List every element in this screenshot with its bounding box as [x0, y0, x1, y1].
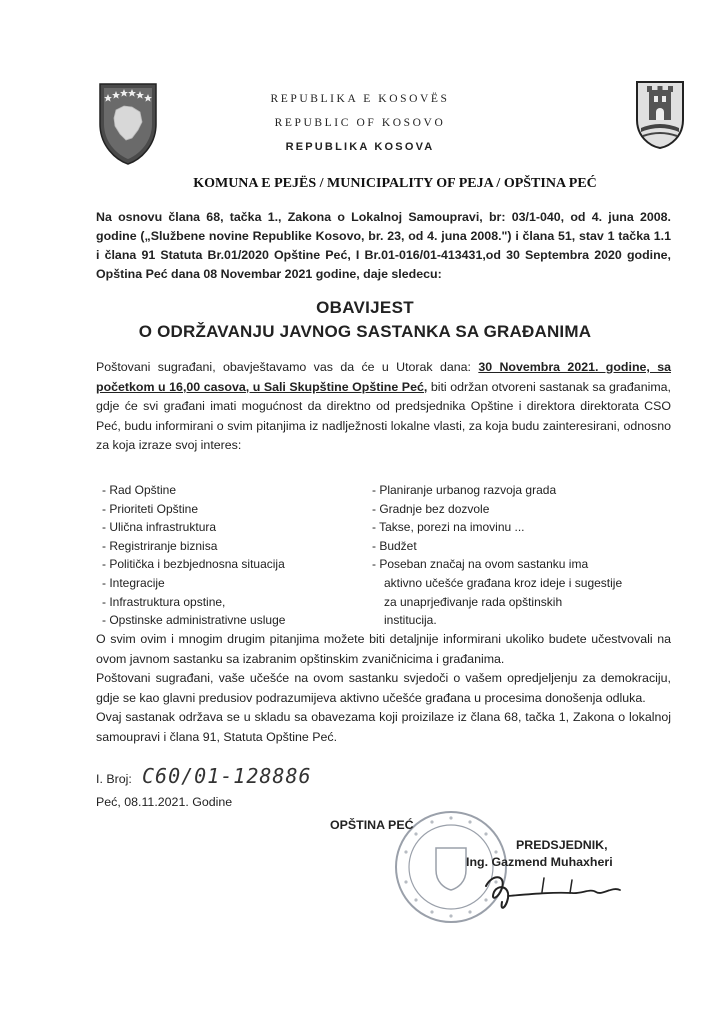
municipality-heading: KOMUNA E PEJËS / MUNICIPALITY OF PEJA / OPŠTINA PEĆ — [193, 176, 597, 191]
republic-name-english: REPUBLIC OF KOSOVO — [274, 117, 446, 129]
closing-paragraphs — [96, 630, 671, 747]
legal-basis-paragraph: Na osnovu člana 68, tačka 1., Zakona o Lokalnoj Samoupravi, br: 03/1-040, od 4. juna 2008. godine („Službene novine Republike Kosovo, br. 23, od 4. juna 2008.") i člana 51, stav 1 tačka 1.1 i člana 91 Statuta Br.01/2020 Opštine Peć, I Br.01-016/01-413431,od 30 Septembra 2020 godine, Opština Peć dana 08 Novembar 2021 godine, daje sledecu: — [96, 210, 671, 281]
republic-name-albanian: REPUBLIKA E KOSOVËS — [270, 93, 450, 105]
signer-title: PREDSJEDNIK, — [516, 838, 608, 852]
signing-organization: OPŠTINA PEĆ — [330, 818, 414, 832]
list-item: - Registriranje biznisa — [102, 538, 218, 553]
list-item: - Poseban značaj na ovom sastanku ima — [372, 557, 589, 572]
reference-number-label: I. Broj: — [96, 772, 132, 786]
closing-paragraph: Ovaj sastanak održava se u skladu sa obavezama koji proizilaze iz člana 68, tačka 1, Zakona o lokalnoj samoupravi i člana 91, Statuta Opštine Peć. — [96, 710, 671, 744]
list-item: - Politička i bezbjednosna situacija — [102, 557, 285, 572]
list-item: - Ulična infrastruktura — [102, 520, 217, 535]
notice-title: OBAVIJEST — [316, 298, 414, 317]
list-item: - Rad Opštine — [102, 483, 177, 497]
list-item-continuation: za unaprjeđivanje rada opštinskih — [384, 594, 563, 609]
closing-paragraph: O svim ovim i mnogim drugim pitanjima možete biti detaljnije informirani ukoliko budete učestvovali na ovom javnom sastanku sa izabranim opštinskim zvaničnicima i građanima. — [96, 632, 671, 666]
list-item-continuation: aktivno učešće građana kroz ideje i sugestije — [384, 575, 623, 590]
document-date: Peć, 08.11.2021. Godine — [96, 795, 233, 809]
topics-list-left — [102, 481, 352, 630]
list-item: - Infrastruktura opstine, — [102, 594, 226, 609]
topics-list-right — [372, 481, 672, 630]
invitation-text-start: Poštovani sugrađani, obavještavamo vas da će u Utorak dana: — [96, 360, 479, 374]
list-item: - Planiranje urbanog razvoja grada — [372, 483, 557, 497]
list-item: - Prioriteti Opštine — [102, 501, 199, 516]
meeting-date-place: 30 Novembra 2021. godine, sa početkom u 16,00 casova, u Sali Skupštine Opštine Peć, — [96, 360, 671, 394]
closing-paragraph: Poštovani sugrađani, vaše učešće na ovom sastanku svjedoči o vašem opredjeljenju za demokraciju, gdje se kao glavni predusiov podrazumijeva aktivno učešće građana u procesima donošenja odluka. — [96, 671, 671, 705]
list-item-continuation: institucija. — [384, 613, 437, 628]
notice-subtitle: O ODRŽAVANJU JAVNOG SASTANKA SA GRAĐANIMA — [138, 322, 592, 341]
list-item: - Opstinske administrativne usluge — [102, 613, 286, 628]
reference-number-value: C60/01-128886 — [142, 764, 312, 788]
handwritten-signature-icon — [472, 868, 632, 916]
list-item: - Budžet — [372, 538, 417, 553]
list-item: - Integracije — [102, 575, 165, 590]
invitation-paragraph — [96, 358, 671, 456]
invitation-text-end: biti održan otvoreni sastanak sa građanima, gdje će svi građani imati mogućnost da direktno od predsjednika Opštine i direktora direktorata CSO Peć, budu informirani o svim pitanjima iz nadlježnosti lokalne vlasti, za koja budu zainteresirani, odnosno za koja izraze svoj interes: — [96, 379, 671, 452]
kosovo-coat-of-arms-icon — [96, 80, 160, 166]
list-item: - Gradnje bez dozvole — [372, 501, 490, 516]
list-item: - Takse, porezi na imovinu ... — [372, 520, 525, 535]
republic-name-serbian: REPUBLIKA KOSOVA — [285, 141, 435, 153]
peja-municipality-emblem-icon — [635, 80, 685, 150]
signer-name: Ing. Gazmend Muhaxheri — [466, 855, 613, 869]
